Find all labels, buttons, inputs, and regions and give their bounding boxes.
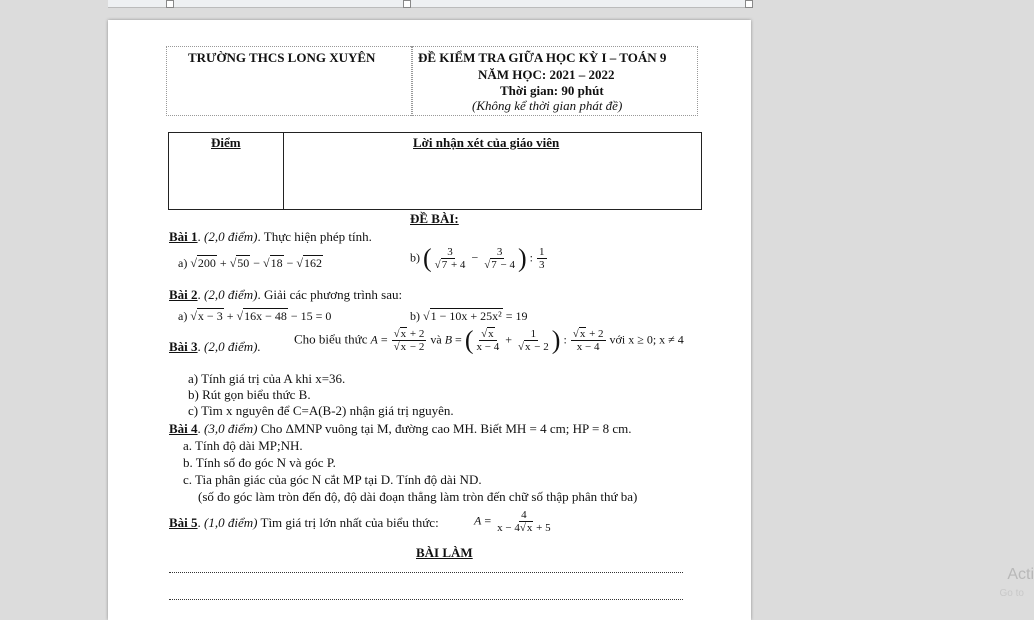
- answer-line-2[interactable]: [169, 599, 683, 600]
- answer-line-1[interactable]: [169, 572, 683, 573]
- bai2-b: b) √1 − 10x + 25x² = 19: [410, 309, 528, 323]
- school-name: TRƯỜNG THCS LONG XUYÊN: [188, 50, 376, 65]
- activate-windows-watermark: Acti: [1007, 566, 1034, 583]
- bai5-title: Bài 5: [169, 515, 198, 530]
- bai2-prompt: Giải các phương trình sau:: [263, 287, 403, 302]
- ruler-tab-marker[interactable]: [403, 0, 411, 8]
- bai3-heading: Bài 3. (2,0 điểm).: [169, 339, 261, 354]
- document-page[interactable]: [108, 20, 751, 620]
- bai3-points: (2,0 điểm).: [204, 339, 261, 354]
- bai1-points: (2,0 điểm): [204, 229, 258, 244]
- exam-title: ĐỀ KIỂM TRA GIỮA HỌC KỲ I – TOÁN 9: [418, 50, 667, 65]
- school-year: NĂM HỌC: 2021 – 2022: [478, 67, 615, 82]
- bai4-prompt: Cho ΔMNP vuông tại M, đường cao MH. Biết MH = 4 cm; HP = 8 cm.: [260, 421, 632, 436]
- activate-windows-hint: Go to: [999, 588, 1024, 599]
- duration-note: (Không kể thời gian phát đề): [472, 98, 623, 113]
- bai5-expression: A = $\frac{4}{x - 4√x + 5}$: [474, 509, 551, 534]
- bai4-item-b: b. Tính số đo góc N và góc P.: [183, 455, 336, 470]
- bai4-item-c: c. Tia phân giác của góc N cắt MP tại D. Tính độ dài ND.: [183, 472, 482, 487]
- bai2-title: Bài 2: [169, 287, 198, 302]
- bai1-prompt: Thực hiện phép tính.: [263, 229, 372, 244]
- bai3-prompt: Cho biểu thức: [294, 331, 368, 347]
- bai3-expression: Cho biểu thức A = $\frac{√x + 2}{√x - 2}$ và B = ( $\frac{√x}{x - 4}$ + $\frac{1}{√x - 2}$ ) : $\frac{√x + 2}{x - 4}$ với x ≥ 0; x ≠ 4: [294, 325, 684, 355]
- bai3-and: và: [430, 332, 442, 347]
- ruler-indent-marker[interactable]: [166, 0, 174, 8]
- bai3-condition: với x ≥ 0; x ≠ 4: [609, 332, 684, 347]
- bai3-title: Bài 3: [169, 339, 198, 354]
- grade-table: [168, 132, 702, 210]
- bai5-heading: Bài 5. (1,0 điểm) Tìm giá trị lớn nhất của biểu thức:: [169, 515, 439, 530]
- bai2-points: (2,0 điểm): [204, 287, 258, 302]
- bai1-heading: Bài 1. (2,0 điểm). Thực hiện phép tính.: [169, 229, 372, 244]
- teacher-comment-label: Lời nhận xét của giáo viên: [413, 135, 560, 150]
- bai3-item-c: c) Tìm x nguyên để C=A(B-2) nhận giá trị nguyên.: [188, 403, 454, 418]
- bai5-prompt: Tìm giá trị lớn nhất của biểu thức:: [260, 515, 439, 530]
- answer-title: BÀI LÀM: [416, 545, 473, 560]
- exam-duration: Thời gian: 90 phút: [500, 83, 604, 98]
- ruler[interactable]: [108, 0, 751, 8]
- score-label: Điểm: [211, 135, 241, 150]
- bai2-heading: Bài 2. (2,0 điểm). Giải các phương trình sau:: [169, 287, 403, 302]
- bai4-title: Bài 4: [169, 421, 198, 436]
- bai5-points: (1,0 điểm): [204, 515, 258, 530]
- bai1-a: a) √200 + √50 − √18 − √162: [178, 256, 322, 270]
- bai3-item-a: a) Tính giá trị của A khi x=36.: [188, 371, 346, 386]
- bai4-note: (số đo góc làm tròn đến độ, độ dài đoạn thẳng làm tròn đến chữ số thập phân thứ ba): [198, 489, 638, 504]
- bai4-heading: Bài 4. (3,0 điểm) Cho ΔMNP vuông tại M, đường cao MH. Biết MH = 4 cm; HP = 8 cm.: [169, 421, 632, 436]
- bai3-item-b: b) Rút gọn biểu thức B.: [188, 387, 311, 402]
- bai2-a: a) √x − 3 + √16x − 48 − 15 = 0: [178, 309, 332, 323]
- grade-table-divider: [283, 133, 284, 209]
- ruler-right-marker[interactable]: [745, 0, 753, 8]
- bai1-b: b) ( $\frac{3}{√7 + 4}$ − $\frac{3}{√7 - 4}$ ) : $\frac{1}{3}$: [410, 243, 545, 273]
- section-title: ĐỀ BÀI:: [410, 211, 459, 226]
- bai1-title: Bài 1: [169, 229, 198, 244]
- bai4-item-a: a. Tính độ dài MP;NH.: [183, 438, 303, 453]
- bai4-points: (3,0 điểm): [204, 421, 258, 436]
